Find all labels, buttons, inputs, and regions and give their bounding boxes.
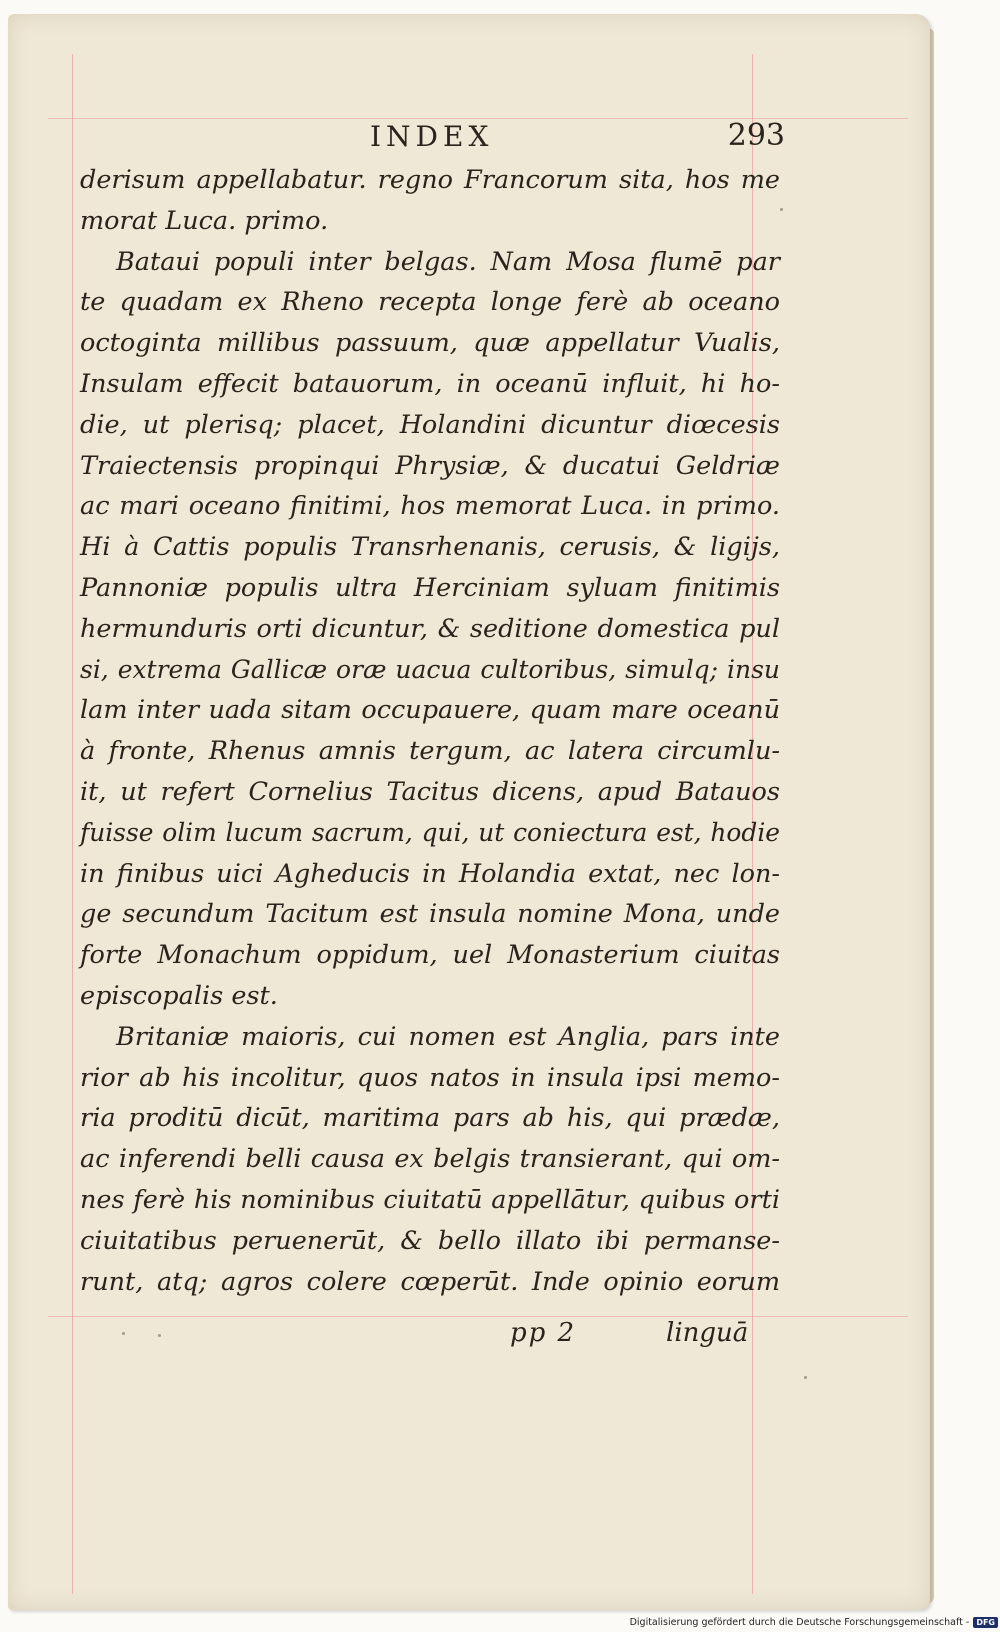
running-header [80, 116, 785, 156]
text-line: derisum appellabatur. regno Francorum sita, hos me [80, 165, 780, 195]
page-footer [80, 1314, 780, 1358]
text-line: ac inferendi belli causa ex belgis transierant, qui om- [80, 1144, 780, 1175]
signature-mark: pp 2 [510, 1318, 577, 1348]
text-line: die, ut plerisq; placet, Holandini dicuntur diœcesis [80, 409, 780, 440]
text-line: Pannoniæ populis ultra Herciniam syluam finitimis [80, 572, 780, 603]
text-line: in finibus uici Agheducis in Holandia extat, nec lon- [80, 858, 780, 889]
margin-rule-left [72, 54, 73, 1594]
paper-speck [804, 1376, 807, 1379]
text-line: te quadam ex Rheno recepta longe ferè ab oceano [80, 287, 780, 318]
credit-text: Digitalisierung gefördert durch die Deutsche Forschungsgemeinschaft - [629, 1616, 970, 1628]
text-line: ac mari oceano finitimi, hos memorat Luca. in primo. [80, 491, 780, 522]
text-line: Insulam effecit batauorum, in oceanū influit, hi ho- [80, 368, 780, 399]
catchword: linguā [666, 1318, 749, 1348]
digitization-credit [630, 1614, 998, 1630]
text-line: it, ut refert Cornelius Tacitus dicens, apud Batauos [80, 776, 780, 807]
text-line: rior ab his incolitur, quos natos in insula ipsi memo- [80, 1062, 780, 1093]
text-line: runt, atq; agros colere cœperūt. Inde opinio eorum [80, 1266, 780, 1297]
text-line: à fronte, Rhenus amnis tergum, ac latera circumlu- [80, 736, 780, 767]
text-line: ge secundum Tacitum est insula nomine Mona, unde [80, 899, 780, 930]
text-line: Traiectensis propinqui Phrysiæ, & ducatui Geldriæ [80, 450, 780, 481]
text-line: Bataui populi inter belgas. Nam Mosa flumē par [116, 246, 780, 277]
text-line: lam inter uada sitam occupauere, quam mare oceanū [80, 695, 780, 726]
text-line: hermunduris orti dicuntur, & seditione domestica pul [80, 613, 780, 644]
text-line: fuisse olim lucum sacrum, qui, ut coniectura est, hodie [80, 817, 780, 847]
text-line: ria proditū dicūt, maritima pars ab his, qui prædæ, [80, 1103, 780, 1134]
text-line: Britaniæ maioris, cui nomen est Anglia, pars inte [116, 1021, 780, 1052]
body-text [80, 160, 780, 1302]
text-line: octoginta millibus passuum, quæ appellatur Vualis, [80, 328, 780, 359]
page-number: 293 [727, 118, 785, 153]
text-line: episcopalis est. [80, 980, 278, 1011]
running-title: INDEX [370, 120, 494, 153]
text-line: ciuitatibus peruenerūt, & bello illato ibi permanse- [80, 1225, 780, 1256]
paper-speck [780, 208, 783, 211]
text-line: nes ferè his nominibus ciuitatū appellātur, quibus orti [80, 1184, 780, 1215]
text-line: forte Monachum oppidum, uel Monasterium ciuitas [80, 940, 780, 971]
dfg-logo: DFG [973, 1617, 998, 1628]
text-line: si, extrema Gallicæ oræ uacua cultoribus, simulq; insu [80, 654, 780, 684]
text-line: Hi à Cattis populis Transrhenanis, cerusis, & ligijs, [80, 532, 780, 563]
text-line: morat Luca. primo. [80, 205, 329, 236]
